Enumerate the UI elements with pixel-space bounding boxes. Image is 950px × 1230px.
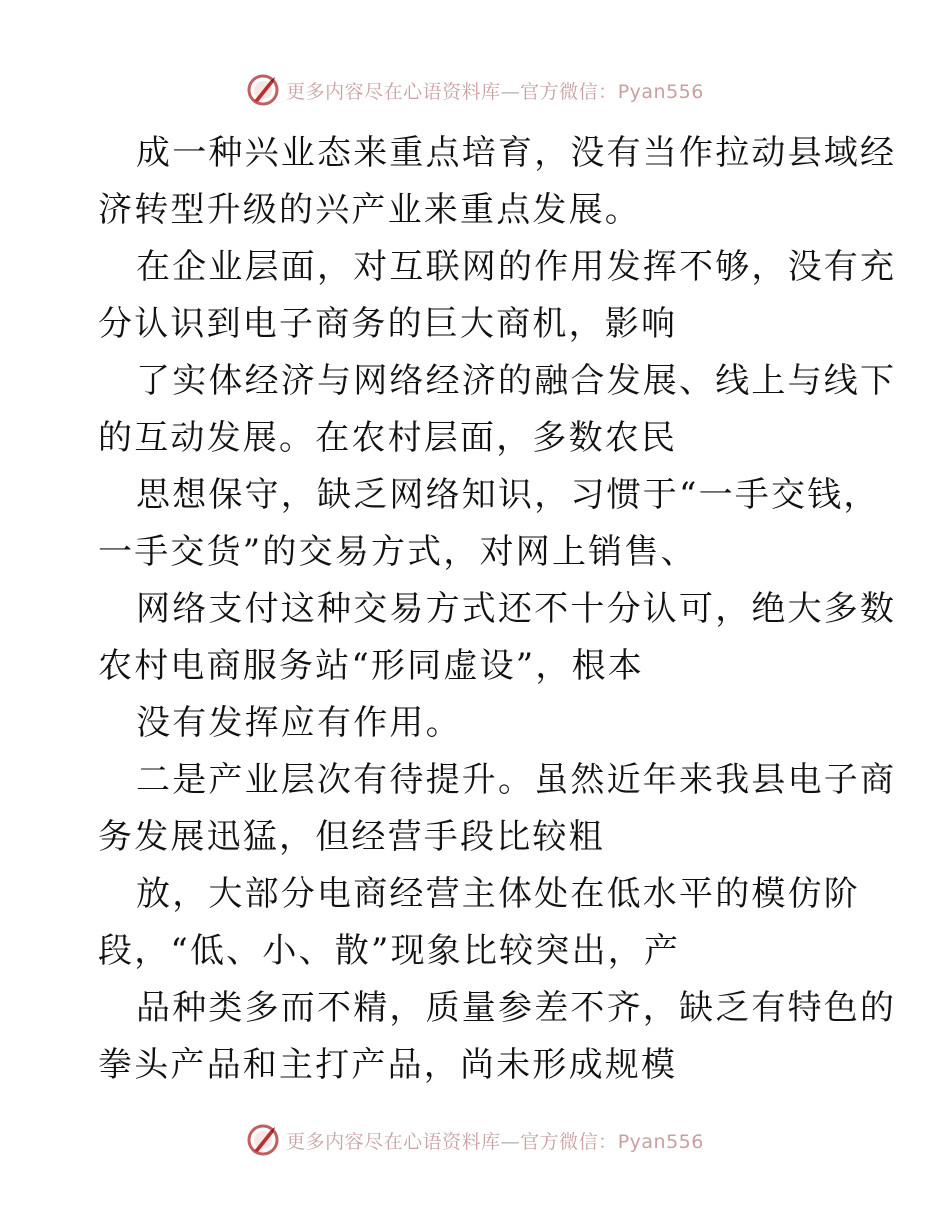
- text-line: 拳头产品和主打产品，尚未形成规模: [98, 1045, 678, 1085]
- watermark-text: 更多内容尽在心语资料库—官方微信：Pyan556: [286, 1130, 704, 1153]
- text-line: 农村电商服务站“形同虚设”，根本: [98, 646, 644, 686]
- text-line: 济转型升级的兴产业来重点发展。: [98, 190, 641, 230]
- header-watermark: [0, 70, 950, 110]
- footer-watermark: [0, 1120, 950, 1160]
- document-body: [98, 125, 897, 1094]
- text-line: 了实体经济与网络经济的融合发展、线上与线下: [136, 361, 897, 401]
- text-line: 一手交货”的交易方式，对网上销售、: [98, 532, 697, 572]
- watermark-text: 更多内容尽在心语资料库—官方微信：Pyan556: [286, 80, 704, 103]
- text-line: 思想保守，缺乏网络知识，习惯于“一手交钱，: [136, 475, 880, 515]
- text-line: 网络支付这种交易方式还不十分认可，绝大多数: [136, 589, 897, 629]
- text-line: 成一种兴业态来重点培育，没有当作拉动县域经: [136, 133, 897, 173]
- text-line: 品种类多而不精，质量参差不齐，缺乏有特色的: [136, 988, 897, 1028]
- text-line: 二是产业层次有待提升。虽然近年来我县电子商: [136, 760, 897, 800]
- quill-pen-circle-icon: [246, 1123, 280, 1157]
- text-line: 放，大部分电商经营主体处在低水平的模仿阶: [136, 874, 860, 914]
- quill-pen-circle-icon: [246, 73, 280, 107]
- text-line: 在企业层面，对互联网的作用发挥不够，没有充: [136, 247, 897, 287]
- text-line: 务发展迅猛，但经营手段比较粗: [98, 817, 605, 857]
- text-line: 分认识到电子商务的巨大商机，影响: [98, 304, 678, 344]
- text-line: 的互动发展。在农村层面，多数农民: [98, 418, 678, 458]
- text-line: 没有发挥应有作用。: [136, 703, 462, 743]
- text-line: 段，“低、小、散”现象比较突出，产: [98, 931, 681, 971]
